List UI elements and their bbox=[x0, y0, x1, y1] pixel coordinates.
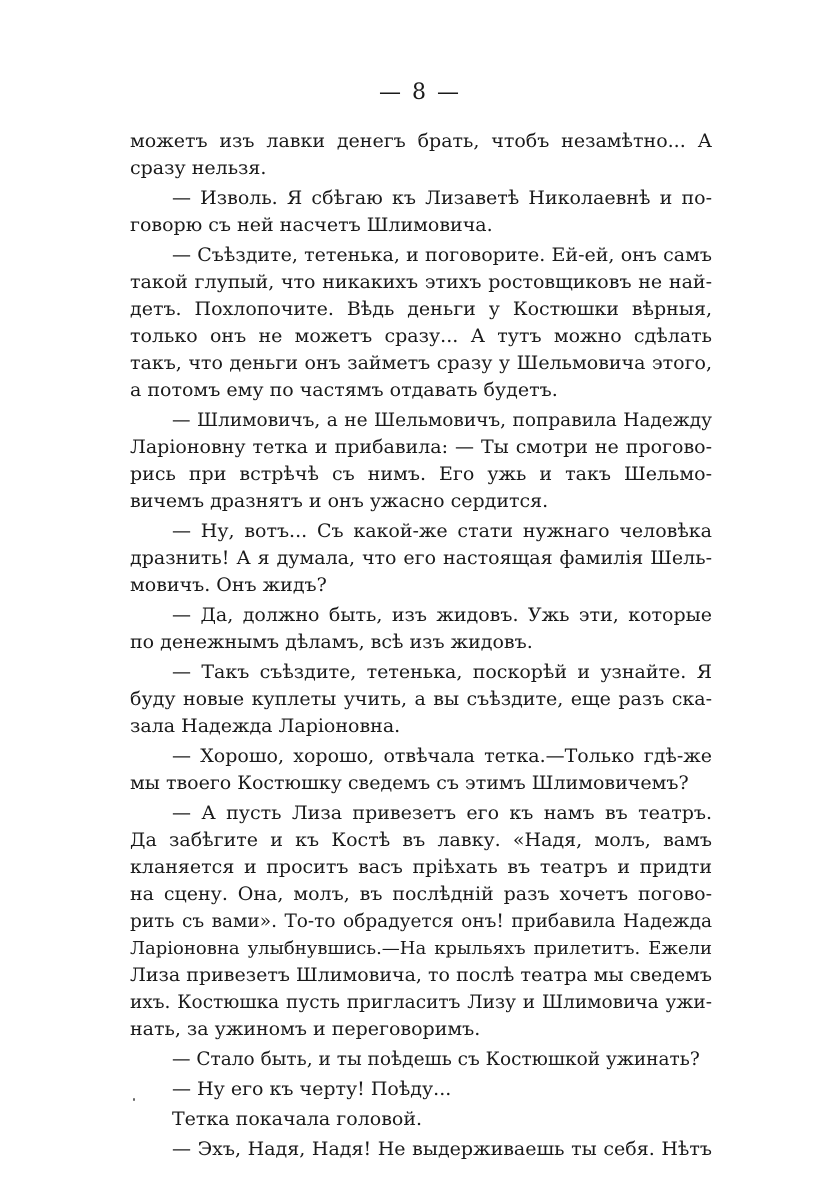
text-line: нать, за ужиномъ и переговоримъ. bbox=[130, 1018, 481, 1040]
text-line: дразнить! А я думала, что его настоящая фамилія Шель- bbox=[130, 547, 712, 569]
text-line: мы твоего Костюшку сведемъ съ этимъ Шлимовичемъ? bbox=[130, 772, 689, 794]
text-line: такой глупый, что никакихъ этихъ ростовщиковъ не най- bbox=[130, 271, 712, 293]
text-line: — Такъ съѣздите, тетенька, поскорѣй и узнайте. Я bbox=[172, 661, 712, 683]
text-line: такъ, что деньги онъ займетъ сразу у Шельмовича этого, bbox=[130, 352, 712, 374]
text-line: а потомъ ему по частямъ отдавать будетъ. bbox=[130, 379, 558, 401]
text-line: можетъ изъ лавки денегъ брать, чтобъ незамѣтно... А bbox=[130, 130, 712, 152]
text-line: только онъ не можетъ сразу... А тутъ можно сдѣлать bbox=[130, 325, 712, 347]
text-line: буду новые куплеты учить, а вы съѣздите, еще разъ ска- bbox=[130, 688, 712, 710]
text-line: кланяется и проситъ васъ пріѣхать въ театръ и придти bbox=[130, 856, 712, 878]
page-number: — 8 — bbox=[379, 80, 461, 105]
text-line: — Хорошо, хорошо, отвѣчала тетка.—Только гдѣ-же bbox=[172, 745, 712, 767]
text-line: Тетка покачала головой. bbox=[172, 1108, 423, 1130]
text-line: — Шлимовичъ, а не Шельмовичъ, поправила Надежду bbox=[172, 410, 712, 431]
text-line: сразу нельзя. bbox=[130, 157, 267, 179]
text-line: — Эхъ, Надя, Надя! Не выдерживаешь ты себя. Нѣтъ bbox=[172, 1138, 712, 1160]
text-line: — Да, должно быть, изъ жидовъ. Ужь эти, которые bbox=[172, 604, 712, 626]
text-line: зала Надежда Ларіоновна. bbox=[130, 715, 401, 737]
text-line: Да забѣгите и къ Костѣ въ лавку. «Надя, молъ, вамъ bbox=[130, 829, 712, 851]
print-speck bbox=[133, 1098, 135, 1101]
text-line: Ларіоновну тетка и прибавила: — Ты смотри не прогово- bbox=[130, 436, 712, 458]
text-line: говорю съ ней насчетъ Шлимовича. bbox=[130, 214, 493, 236]
text-line: вичемъ дразнятъ и онъ ужасно сердится. bbox=[130, 490, 549, 512]
text-line: по денежнымъ дѣламъ, всѣ изъ жидовъ. bbox=[130, 631, 533, 653]
body-text bbox=[130, 128, 712, 1163]
text-line: ихъ. Костюшка пусть пригласитъ Лизу и Шлимовича ужи- bbox=[130, 992, 712, 1013]
text-line: рить съ вами». То-то обрадуется онъ! прибавила Надежда bbox=[130, 911, 712, 932]
text-line: — А пусть Лиза привезетъ его къ намъ въ театръ. bbox=[172, 802, 712, 824]
text-line: детъ. Похлопочите. Вѣдь деньги у Костюшки вѣрныя, bbox=[130, 298, 712, 320]
text-line: — Изволь. Я сбѣгаю къ Лизаветѣ Николаевнѣ и по- bbox=[172, 187, 712, 209]
text-line: рись при встрѣчѣ съ нимъ. Его ужь и такъ Шельмо- bbox=[130, 463, 712, 485]
text-line: — Ну его къ черту! Поѣду... bbox=[172, 1078, 452, 1100]
text-line: — Съѣздите, тетенька, и поговорите. Ей-ей, онъ самъ bbox=[172, 244, 712, 266]
text-line: — Стало быть, и ты поѣдешь съ Костюшкой ужинать? bbox=[172, 1049, 700, 1070]
text-line: мовичъ. Онъ жидъ? bbox=[130, 574, 327, 596]
text-line: Лиза привезетъ Шлимовича, то послѣ театра мы сведемъ bbox=[130, 964, 712, 986]
text-line: Ларіоновна улыбнувшись.—На крыльяхъ прилетитъ. Ежели bbox=[130, 938, 712, 959]
text-line: — Ну, вотъ... Съ какой-же стати нужнаго человѣка bbox=[172, 520, 712, 542]
text-line: на сцену. Она, молъ, въ послѣдній разъ хочетъ погово- bbox=[130, 883, 712, 905]
